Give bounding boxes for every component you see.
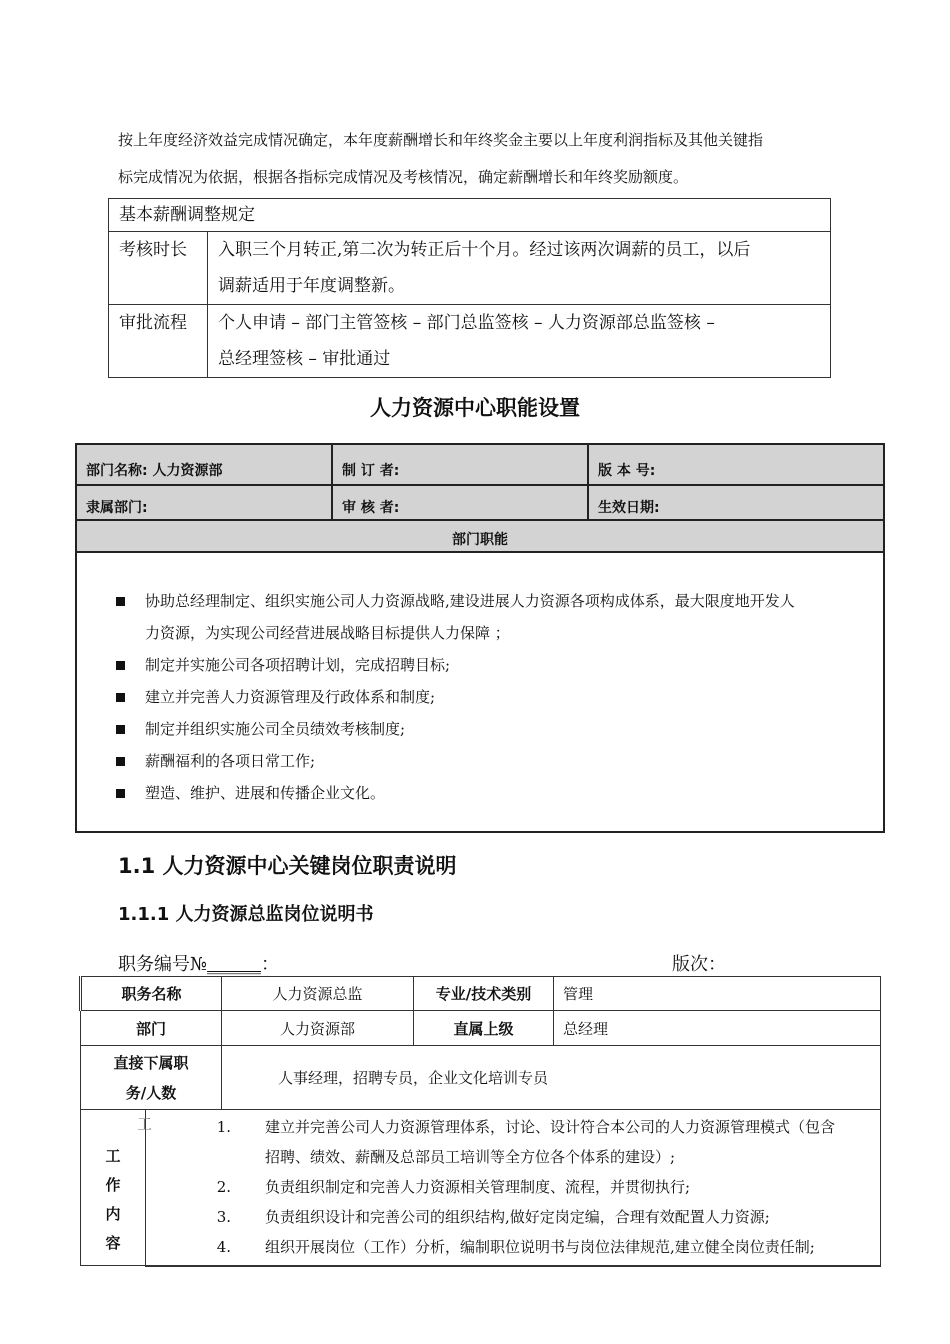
functions-header: 部门职能 [76, 520, 884, 552]
row-text [208, 232, 831, 305]
row-text [208, 305, 831, 378]
effective-date: 生效日期: [588, 485, 884, 520]
bullet-square-icon [116, 693, 125, 702]
item-text: 负责组织设计和完善公司的组织结构,做好定岗定编，合理有效配置人力资源; [265, 1208, 770, 1226]
functions-list [77, 585, 875, 809]
dept-name: 部门名称: 人力资源部 [76, 444, 332, 485]
item-number: 3. [216, 1208, 231, 1226]
intro-line-1: 按上年度经济效益完成情况确定，本年度薪酬增长和年终奖金主要以上年度利润指标及其他关键指 [118, 131, 764, 149]
work-content-label [81, 1110, 153, 1266]
parent-dept: 隶属部门: [76, 485, 332, 520]
section-title: 人力资源中心职能设置 [370, 396, 580, 420]
row-text-line: 入职三个月转正,第二次为转正后十个月。经过该两次调薪的员工，以后 [218, 240, 751, 260]
bullet-square-icon [116, 757, 125, 766]
item-text [235, 1112, 835, 1172]
item-text: 制定并实施公司各项招聘计划，完成招聘目标; [145, 656, 451, 674]
item-text-line: 招聘、绩效、薪酬及总部员工培训等全方位各个体系的建设）; [265, 1148, 676, 1166]
item-number: 4. [216, 1238, 231, 1256]
item-text-line: 建立并完善公司人力资源管理体系，讨论、设计符合本公司的人力资源管理模式（包含 [265, 1118, 836, 1136]
work-content [146, 1110, 881, 1266]
category-value: 管理 [553, 977, 880, 1011]
salary-table-header: 基本薪酬调整规定 [109, 199, 831, 232]
bullet-square-icon [116, 661, 125, 670]
work-label-char: 工 [105, 1147, 121, 1165]
heading-1-1: 1.1 人力资源中心关键岗位职责说明 [118, 854, 457, 878]
item-text: 塑造、维护、进展和传播企业文化。 [145, 784, 386, 802]
category-label: 专业/技术类别 [413, 977, 553, 1011]
dept-label: 部门 [81, 1011, 222, 1046]
work-mark: 工 [137, 1115, 153, 1133]
intro-line-2: 标完成情况为依据，根据各指标完成情况及考核情况，确定薪酬增长和年终奖励额度。 [118, 168, 689, 186]
subordinate-label-line: 直接下属职 [113, 1053, 189, 1072]
work-label-char: 作 [105, 1176, 121, 1194]
item-text: 负责组织制定和完善人力资源相关管理制度、流程，并贯彻执行; [265, 1178, 691, 1196]
row-label: 审批流程 [109, 305, 208, 378]
post-title-value: 人力资源总监 [221, 977, 413, 1011]
row-text-line: 总经理签核 – 审批通过 [218, 349, 391, 369]
post-table [79, 976, 881, 1267]
list-item [77, 681, 875, 713]
list-item [77, 777, 875, 809]
post-code-colon: ： [261, 954, 280, 975]
row-label: 考核时长 [109, 232, 208, 305]
version: 版 本 号: [588, 444, 884, 485]
item-text: 组织开展岗位（工作）分析，编制职位说明书与岗位法律规范,建立健全岗位责任制; [265, 1238, 815, 1256]
list-item [77, 713, 875, 745]
post-code-blank: ______ [207, 954, 262, 975]
list-item [77, 649, 875, 681]
superior-label: 直属上级 [413, 1011, 553, 1046]
list-item [146, 1112, 880, 1172]
post-version: 版次： [672, 954, 726, 975]
post-code [118, 950, 279, 976]
subordinate-label-line: 务/人数 [125, 1083, 177, 1102]
functions-body [76, 552, 884, 832]
heading-1-1-1: 1.1.1 人力资源总监岗位说明书 [118, 904, 374, 925]
item-text: 协助总经理制定、组织实施公司人力资源战略,建设进展人力资源各项构成体系，最大限度地开发人 [145, 592, 795, 610]
list-item [77, 745, 875, 777]
row-text-line: 调薪适用于年度调整新。 [218, 276, 405, 296]
work-items [146, 1112, 880, 1262]
superior-value: 总经理 [553, 1011, 880, 1046]
bullet-square-icon [116, 725, 125, 734]
work-label-char: 内 [105, 1205, 121, 1223]
department-table [75, 443, 885, 833]
list-item [146, 1232, 880, 1262]
post-code-label: 职务编号№ [118, 954, 208, 975]
item-text: 建立并完善人力资源管理及行政体系和制度; [145, 688, 436, 706]
item-number: 2. [216, 1178, 231, 1196]
list-item [77, 585, 875, 649]
reviewer: 审 核 者: [332, 485, 588, 520]
subordinate-value: 人事经理，招聘专员，企业文化培训专员 [221, 1046, 880, 1110]
salary-adjustment-table [108, 198, 831, 378]
work-label-char: 容 [105, 1234, 121, 1252]
list-item [146, 1202, 880, 1232]
item-text: 薪酬福利的各项日常工作; [145, 752, 316, 770]
dept-value: 人力资源部 [221, 1011, 413, 1046]
item-text: 制定并组织实施公司全员绩效考核制度; [145, 720, 406, 738]
item-text: 力资源，为实现公司经营进展战略目标提供人力保障 ； [145, 624, 510, 642]
list-item [146, 1172, 880, 1202]
bullet-square-icon [116, 789, 125, 798]
post-title-label: 职务名称 [81, 977, 222, 1011]
subordinate-label [81, 1046, 222, 1110]
row-text-line: 个人申请 – 部门主管签核 – 部门总监签核 – 人力资源部总监签核 – [218, 313, 715, 333]
author: 制 订 者: [332, 444, 588, 485]
bullet-square-icon [116, 597, 125, 606]
item-number: 1. [216, 1118, 231, 1136]
